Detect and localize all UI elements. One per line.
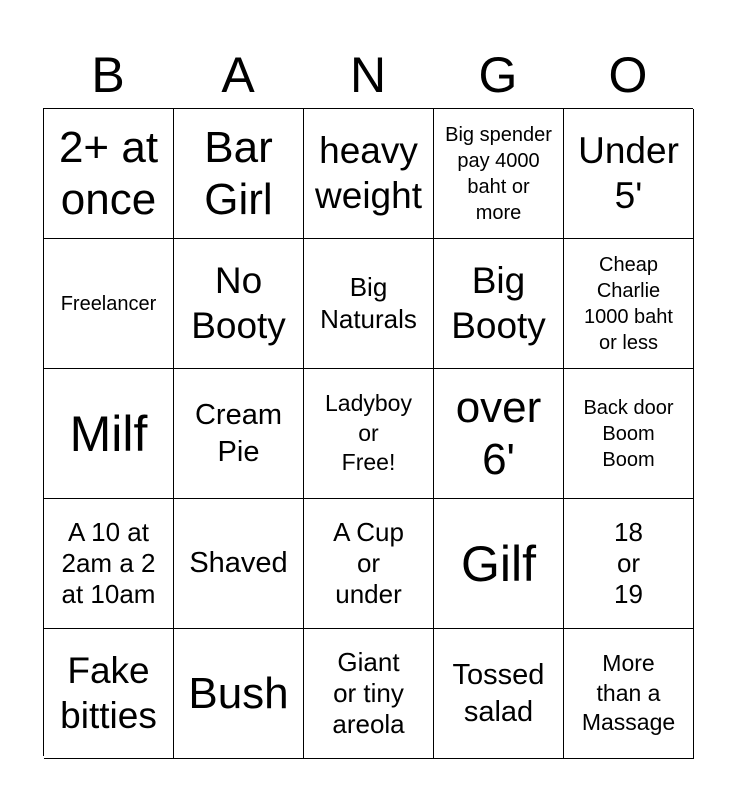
bingo-cell[interactable] bbox=[564, 369, 694, 499]
cell-text: Giant or tiny areola bbox=[332, 646, 405, 740]
cell-text: Milf bbox=[69, 405, 148, 462]
bingo-cell[interactable] bbox=[304, 109, 434, 239]
cell-text: Ladyboy or Free! bbox=[325, 389, 412, 476]
bingo-cell[interactable] bbox=[434, 239, 564, 369]
cell-text: Bush bbox=[188, 668, 289, 718]
cell-text: A 10 at 2am a 2 at 10am bbox=[61, 516, 156, 610]
bango-header bbox=[43, 42, 693, 108]
bingo-cell[interactable] bbox=[564, 499, 694, 629]
header-letter-n: N bbox=[349, 47, 387, 103]
bingo-cell[interactable] bbox=[44, 629, 174, 759]
header-letter-a: A bbox=[221, 47, 255, 103]
bingo-cell[interactable] bbox=[174, 369, 304, 499]
cell-text: A Cup or under bbox=[333, 516, 404, 610]
bingo-cell[interactable] bbox=[434, 369, 564, 499]
cell-text: Big Naturals bbox=[320, 272, 417, 334]
cell-text: over 6' bbox=[455, 383, 542, 484]
cell-text: heavy weight bbox=[315, 130, 422, 216]
bingo-cell[interactable] bbox=[304, 629, 434, 759]
bingo-cell[interactable] bbox=[44, 109, 174, 239]
bingo-board bbox=[43, 108, 693, 756]
cell-text: Under 5' bbox=[578, 130, 679, 216]
bingo-cell[interactable] bbox=[44, 369, 174, 499]
cell-text: Fake bitties bbox=[60, 650, 157, 736]
bingo-cell[interactable] bbox=[434, 109, 564, 239]
cell-text: 2+ at once bbox=[58, 123, 159, 224]
cell-text: Freelancer bbox=[60, 292, 157, 315]
cell-text: Gilf bbox=[461, 535, 536, 592]
bingo-cell[interactable] bbox=[434, 629, 564, 759]
cell-text: More than a Massage bbox=[581, 649, 676, 736]
cell-text: Back door Boom Boom bbox=[583, 396, 674, 471]
cell-text: Shaved bbox=[189, 547, 288, 580]
cell-text: No Booty bbox=[191, 260, 286, 346]
cell-text: Cream Pie bbox=[194, 399, 282, 468]
bingo-cell[interactable] bbox=[304, 499, 434, 629]
bingo-cell[interactable] bbox=[174, 109, 304, 239]
cell-text: Cheap Charlie 1000 baht or less bbox=[584, 253, 673, 354]
bingo-cell[interactable] bbox=[174, 239, 304, 369]
bingo-cell[interactable] bbox=[174, 499, 304, 629]
bingo-cell[interactable] bbox=[174, 629, 304, 759]
bingo-cell[interactable] bbox=[434, 499, 564, 629]
bingo-cell[interactable] bbox=[304, 369, 434, 499]
cell-text: 18 or 19 bbox=[614, 516, 643, 610]
cell-text: Bar Girl bbox=[204, 123, 273, 224]
bingo-cell[interactable] bbox=[564, 239, 694, 369]
bingo-cell[interactable] bbox=[564, 109, 694, 239]
bingo-cell[interactable] bbox=[564, 629, 694, 759]
cell-text: Big Booty bbox=[451, 260, 546, 346]
bingo-cell[interactable] bbox=[304, 239, 434, 369]
header-letter-o: O bbox=[608, 47, 648, 103]
header-letter-g: G bbox=[478, 47, 518, 103]
cell-text: Tossed salad bbox=[452, 659, 545, 728]
bingo-cell[interactable] bbox=[44, 499, 174, 629]
cell-text: Big spender pay 4000 baht or more bbox=[445, 123, 552, 224]
bingo-cell[interactable] bbox=[44, 239, 174, 369]
header-letter-b: B bbox=[91, 47, 125, 103]
